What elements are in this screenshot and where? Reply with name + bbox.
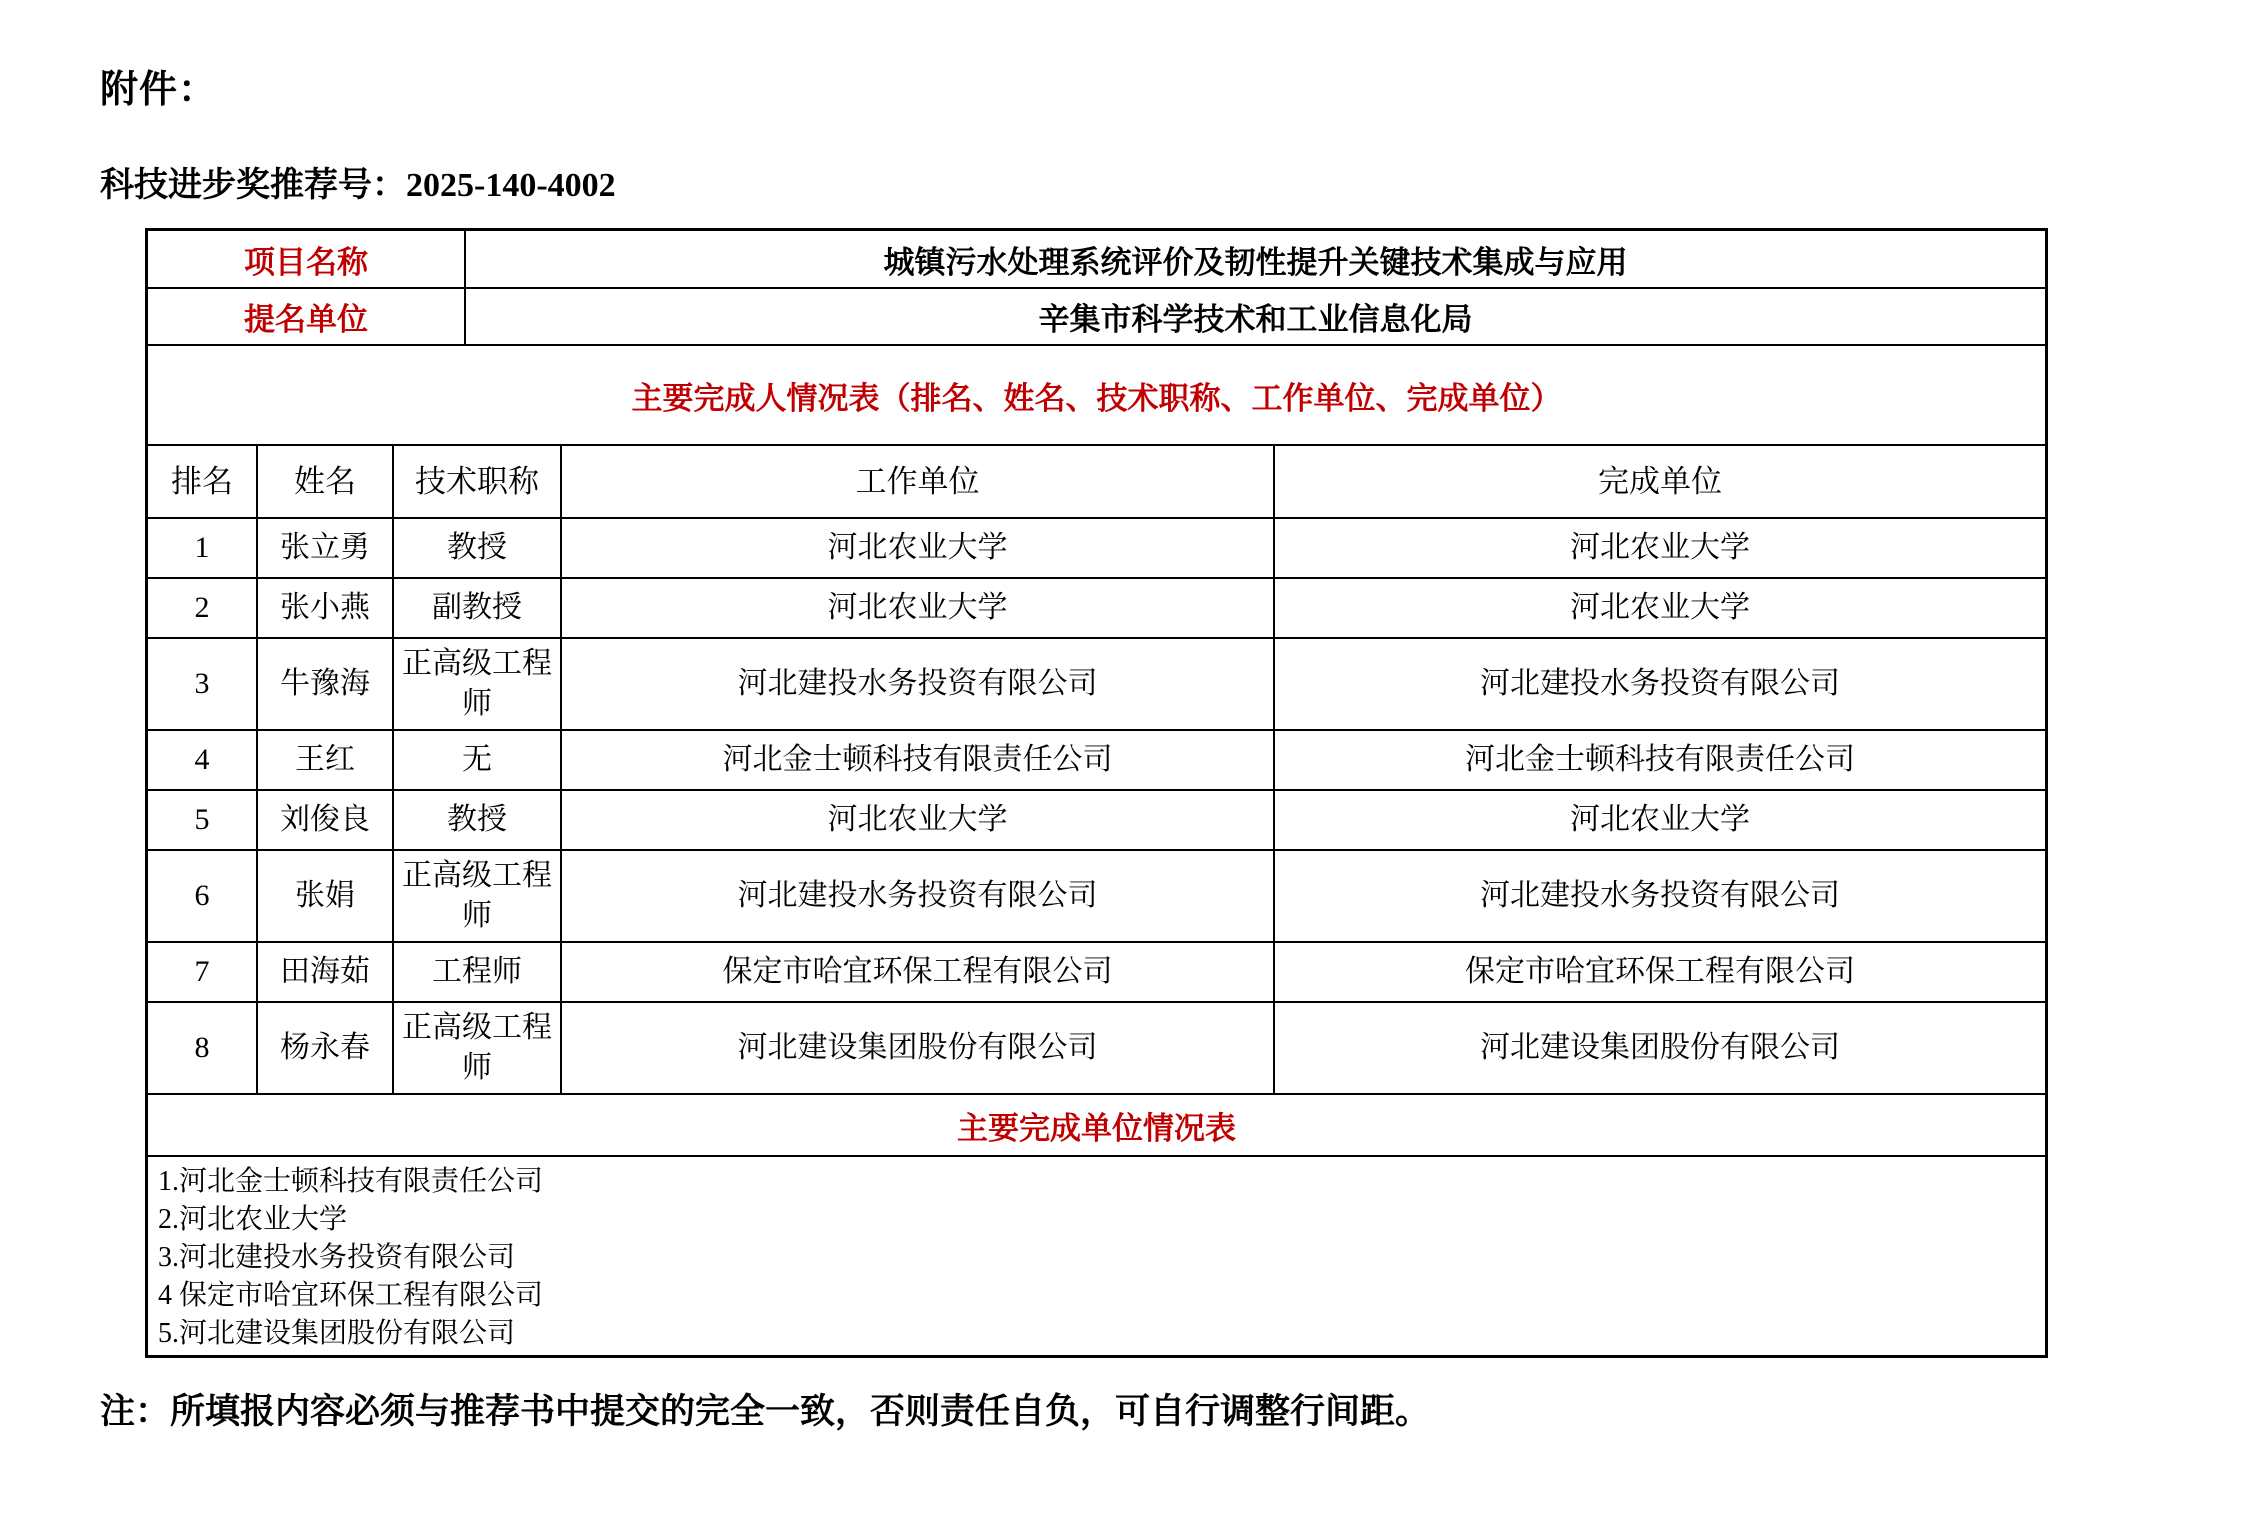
cell-rank: 7 <box>148 942 257 1002</box>
cell-work-unit: 河北建投水务投资有限公司 <box>561 638 1274 730</box>
units-table-title: 主要完成单位情况表 <box>148 1095 2045 1157</box>
cell-name: 牛豫海 <box>257 638 393 730</box>
attachment-heading: 附件： <box>100 69 218 111</box>
cell-name: 张娟 <box>257 850 393 942</box>
cell-completion-unit: 河北建投水务投资有限公司 <box>1274 850 2045 942</box>
column-header-work-unit: 工作单位 <box>561 446 1274 518</box>
table-row <box>148 288 2045 345</box>
cell-rank: 2 <box>148 578 257 638</box>
cell-rank: 1 <box>148 518 257 578</box>
table-row <box>148 1002 2045 1094</box>
contributors-header-row <box>148 446 2045 518</box>
cell-completion-unit: 河北建设集团股份有限公司 <box>1274 1002 2045 1094</box>
cell-completion-unit: 河北建投水务投资有限公司 <box>1274 638 2045 730</box>
column-header-name: 姓名 <box>257 446 393 518</box>
unit-list-item: 5.河北建设集团股份有限公司 <box>158 1318 516 1349</box>
project-name-label: 项目名称 <box>148 231 465 288</box>
table-row <box>148 231 2045 288</box>
cell-title: 正高级工程师 <box>393 1002 561 1094</box>
table-row <box>148 518 2045 578</box>
cell-work-unit: 河北农业大学 <box>561 790 1274 850</box>
table-row <box>148 942 2045 1002</box>
column-header-completion-unit: 完成单位 <box>1274 446 2045 518</box>
cell-name: 田海茹 <box>257 942 393 1002</box>
cell-title: 工程师 <box>393 942 561 1002</box>
nominating-unit-value: 辛集市科学技术和工业信息化局 <box>465 288 2045 345</box>
cell-name: 杨永春 <box>257 1002 393 1094</box>
table-row <box>148 790 2045 850</box>
table-row <box>148 638 2045 730</box>
units-list <box>148 1157 2045 1355</box>
award-table <box>145 228 2048 1358</box>
table-row <box>148 850 2045 942</box>
cell-name: 张立勇 <box>257 518 393 578</box>
table-row <box>148 730 2045 790</box>
recommendation-label: 科技进步奖推荐号： <box>100 167 406 204</box>
cell-rank: 4 <box>148 730 257 790</box>
contributors-table-title: 主要完成人情况表（排名、姓名、技术职称、工作单位、完成单位） <box>148 346 2045 446</box>
cell-title: 正高级工程师 <box>393 638 561 730</box>
cell-completion-unit: 河北金士顿科技有限责任公司 <box>1274 730 2045 790</box>
cell-rank: 6 <box>148 850 257 942</box>
cell-completion-unit: 河北农业大学 <box>1274 578 2045 638</box>
cell-work-unit: 河北建设集团股份有限公司 <box>561 1002 1274 1094</box>
cell-title: 无 <box>393 730 561 790</box>
note-line: 注：所填报内容必须与推荐书中提交的完全一致，否则责任自负，可自行调整行间距。 <box>100 1392 1431 1431</box>
unit-list-item: 2.河北农业大学 <box>158 1204 348 1235</box>
project-name-value: 城镇污水处理系统评价及韧性提升关键技术集成与应用 <box>465 231 2045 288</box>
cell-work-unit: 河北农业大学 <box>561 518 1274 578</box>
cell-work-unit: 河北建投水务投资有限公司 <box>561 850 1274 942</box>
cell-rank: 3 <box>148 638 257 730</box>
cell-rank: 5 <box>148 790 257 850</box>
cell-completion-unit: 保定市哈宜环保工程有限公司 <box>1274 942 2045 1002</box>
cell-title: 副教授 <box>393 578 561 638</box>
cell-name: 王红 <box>257 730 393 790</box>
cell-title: 教授 <box>393 518 561 578</box>
cell-completion-unit: 河北农业大学 <box>1274 518 2045 578</box>
unit-list-item: 3.河北建投水务投资有限公司 <box>158 1242 516 1273</box>
info-table <box>148 231 2045 346</box>
nominating-unit-label: 提名单位 <box>148 288 465 345</box>
table-row <box>148 578 2045 638</box>
cell-work-unit: 保定市哈宜环保工程有限公司 <box>561 942 1274 1002</box>
cell-title: 正高级工程师 <box>393 850 561 942</box>
cell-title: 教授 <box>393 790 561 850</box>
recommendation-line <box>100 157 2245 206</box>
unit-list-item: 4 保定市哈宜环保工程有限公司 <box>158 1280 544 1311</box>
cell-work-unit: 河北金士顿科技有限责任公司 <box>561 730 1274 790</box>
unit-list-item: 1.河北金士顿科技有限责任公司 <box>158 1166 544 1197</box>
column-header-rank: 排名 <box>148 446 257 518</box>
cell-completion-unit: 河北农业大学 <box>1274 790 2045 850</box>
cell-work-unit: 河北农业大学 <box>561 578 1274 638</box>
cell-name: 刘俊良 <box>257 790 393 850</box>
cell-rank: 8 <box>148 1002 257 1094</box>
contributors-table <box>148 446 2045 1095</box>
column-header-title: 技术职称 <box>393 446 561 518</box>
cell-name: 张小燕 <box>257 578 393 638</box>
recommendation-number: 2025-140-4002 <box>406 167 616 204</box>
